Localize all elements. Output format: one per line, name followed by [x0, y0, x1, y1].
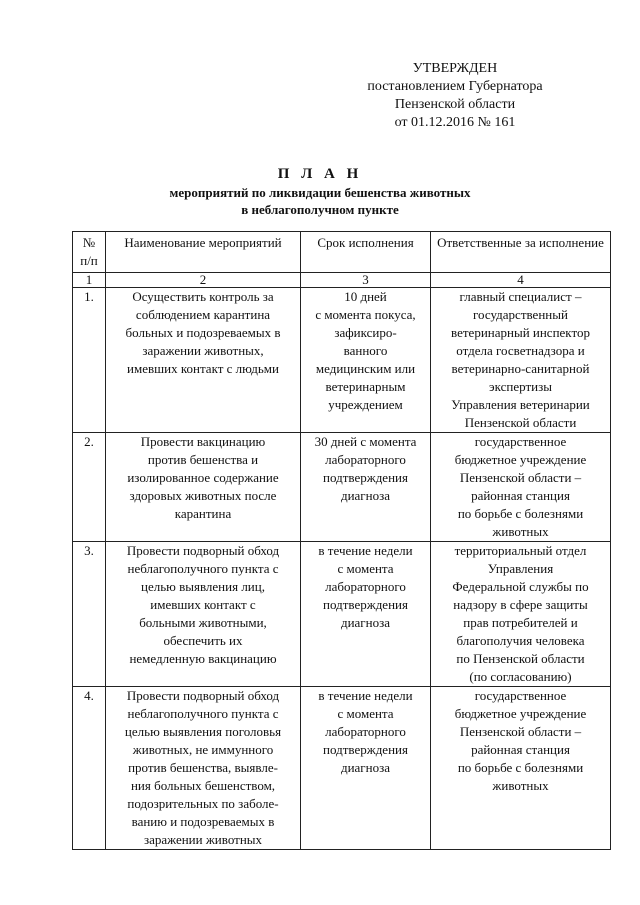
cell-line: подтверждения [323, 597, 408, 612]
activity-name-cell [106, 687, 301, 850]
cell-line: надзору в сфере защиты [453, 597, 588, 612]
cell-line: заражении животных, [142, 343, 264, 358]
deadline-cell [301, 687, 431, 850]
cell-line: животных [492, 778, 549, 793]
cell-line: имевших контакт с [150, 597, 256, 612]
cell-line: зафиксиро- [334, 325, 397, 340]
cell-line: диагноза [340, 760, 391, 775]
approval-line: от 01.12.2016 № 161 [394, 115, 516, 130]
cell-line: обеспечить их [163, 633, 243, 648]
column-number: 4 [431, 273, 611, 288]
deadline-cell [301, 542, 431, 687]
cell-line: изолированное содержание [127, 470, 279, 485]
approval-stamp [340, 60, 570, 132]
cell-line: в течение недели [318, 688, 413, 703]
cell-line: против бешенства и [147, 452, 259, 467]
cell-line: диагноза [340, 615, 391, 630]
cell-line: Пензенской области [464, 415, 577, 430]
title-main: П Л А Н [277, 166, 363, 182]
approval-line: УТВЕРЖДЕН [412, 61, 498, 76]
table-row [73, 433, 611, 542]
activity-name-cell [106, 542, 301, 687]
cell-line: лабораторного [325, 724, 406, 739]
cell-line: целью выявления лиц, [141, 579, 265, 594]
cell-line: (по согласованию) [469, 669, 572, 684]
table-body [73, 288, 611, 850]
cell-line: учреждением [328, 397, 403, 412]
cell-line: имевших контакт с людьми [127, 361, 279, 376]
deadline-cell [301, 288, 431, 433]
cell-line: с момента покуса, [315, 307, 416, 322]
cell-line: бюджетное учреждение [454, 452, 587, 467]
cell-line: медицинским или [315, 361, 416, 376]
cell-line: против бешенства, выявле- [128, 760, 278, 775]
cell-line: лабораторного [325, 452, 406, 467]
header-name: Наименование мероприятий [106, 232, 301, 273]
table-header-row [73, 232, 611, 273]
column-number: 1 [73, 273, 106, 288]
cell-line: Провести подворный обход [126, 543, 280, 558]
column-number-row [73, 273, 611, 288]
cell-line: целью выявления поголовья [124, 724, 282, 739]
cell-line: Осуществить контроль за [132, 289, 274, 304]
cell-line: Федеральной службы по [452, 579, 589, 594]
cell-line: экспертизы [489, 379, 552, 394]
plan-table [72, 231, 611, 850]
cell-line: немедленную вакцинацию [129, 651, 277, 666]
cell-line: государственное [474, 688, 567, 703]
title-sub-line: мероприятий по ликвидации бешенства животных [169, 185, 471, 200]
cell-line: Провести подворный обход [126, 688, 280, 703]
cell-line: районная станция [471, 742, 570, 757]
cell-line: в течение недели [318, 543, 413, 558]
cell-line: благополучия человека [456, 633, 585, 648]
responsible-cell [431, 687, 611, 850]
cell-line: подтверждения [323, 742, 408, 757]
cell-line: подтверждения [323, 470, 408, 485]
row-number: 1. [73, 288, 106, 433]
cell-line: главный специалист – [459, 289, 582, 304]
cell-line: по борьбе с болезнями [457, 506, 584, 521]
cell-line: районная станция [471, 488, 570, 503]
cell-line: животных, не иммунного [132, 742, 274, 757]
cell-line: лабораторного [325, 579, 406, 594]
responsible-cell [431, 542, 611, 687]
approval-line: постановлением Губернатора [367, 79, 543, 94]
cell-line: отдела госветнадзора и [456, 343, 585, 358]
cell-line: 10 дней [344, 289, 387, 304]
cell-line: по Пензенской области [456, 651, 585, 666]
cell-line: ния больных бешенством, [130, 778, 276, 793]
cell-line: диагноза [340, 488, 391, 503]
cell-line: больных и подозреваемых в [125, 325, 281, 340]
title-sub-line: в неблагополучном пункте [241, 202, 399, 217]
cell-line: здоровых животных после [129, 488, 277, 503]
header-responsible: Ответственные за исполнение [431, 232, 611, 273]
row-number: 3. [73, 542, 106, 687]
cell-line: Пензенской области – [459, 724, 582, 739]
cell-line: государственный [473, 307, 568, 322]
cell-line: больными животными, [139, 615, 267, 630]
cell-line: ванию и подозреваемых в [131, 814, 275, 829]
cell-line: с момента [337, 706, 394, 721]
cell-line: по борьбе с болезнями [457, 760, 584, 775]
cell-line: 30 дней с момента [314, 434, 417, 449]
cell-line: государственное [474, 434, 567, 449]
header-term: Срок исполнения [301, 232, 431, 273]
table-row [73, 687, 611, 850]
approval-line: Пензенской области [394, 97, 516, 112]
cell-line: ванного [343, 343, 388, 358]
cell-line: соблюдением карантина [135, 307, 271, 322]
cell-line: ветеринарно-санитарной [451, 361, 590, 376]
header-no: № п/п [73, 232, 106, 273]
cell-line: заражении животных [143, 832, 263, 847]
cell-line: животных [492, 524, 549, 539]
cell-line: с момента [337, 561, 394, 576]
cell-line: ветеринарным [325, 379, 406, 394]
cell-line: неблагополучного пункта с [127, 561, 279, 576]
cell-line: неблагополучного пункта с [127, 706, 279, 721]
deadline-cell [301, 433, 431, 542]
cell-line: Пензенской области – [459, 470, 582, 485]
column-number: 2 [106, 273, 301, 288]
cell-line: ветеринарный инспектор [451, 325, 590, 340]
cell-line: Управления [487, 561, 554, 576]
row-number: 2. [73, 433, 106, 542]
cell-line: бюджетное учреждение [454, 706, 587, 721]
activity-name-cell [106, 288, 301, 433]
table-row [73, 288, 611, 433]
activity-name-cell [106, 433, 301, 542]
cell-line: территориальный отдел [454, 543, 587, 558]
responsible-cell [431, 433, 611, 542]
document-title [0, 165, 640, 218]
cell-line: Управления ветеринарии [451, 397, 590, 412]
cell-line: карантина [174, 506, 232, 521]
cell-line: подозрительных по заболе- [127, 796, 279, 811]
table-row [73, 542, 611, 687]
cell-line: прав потребителей и [463, 615, 578, 630]
cell-line: Провести вакцинацию [140, 434, 266, 449]
column-number: 3 [301, 273, 431, 288]
row-number: 4. [73, 687, 106, 850]
responsible-cell [431, 288, 611, 433]
